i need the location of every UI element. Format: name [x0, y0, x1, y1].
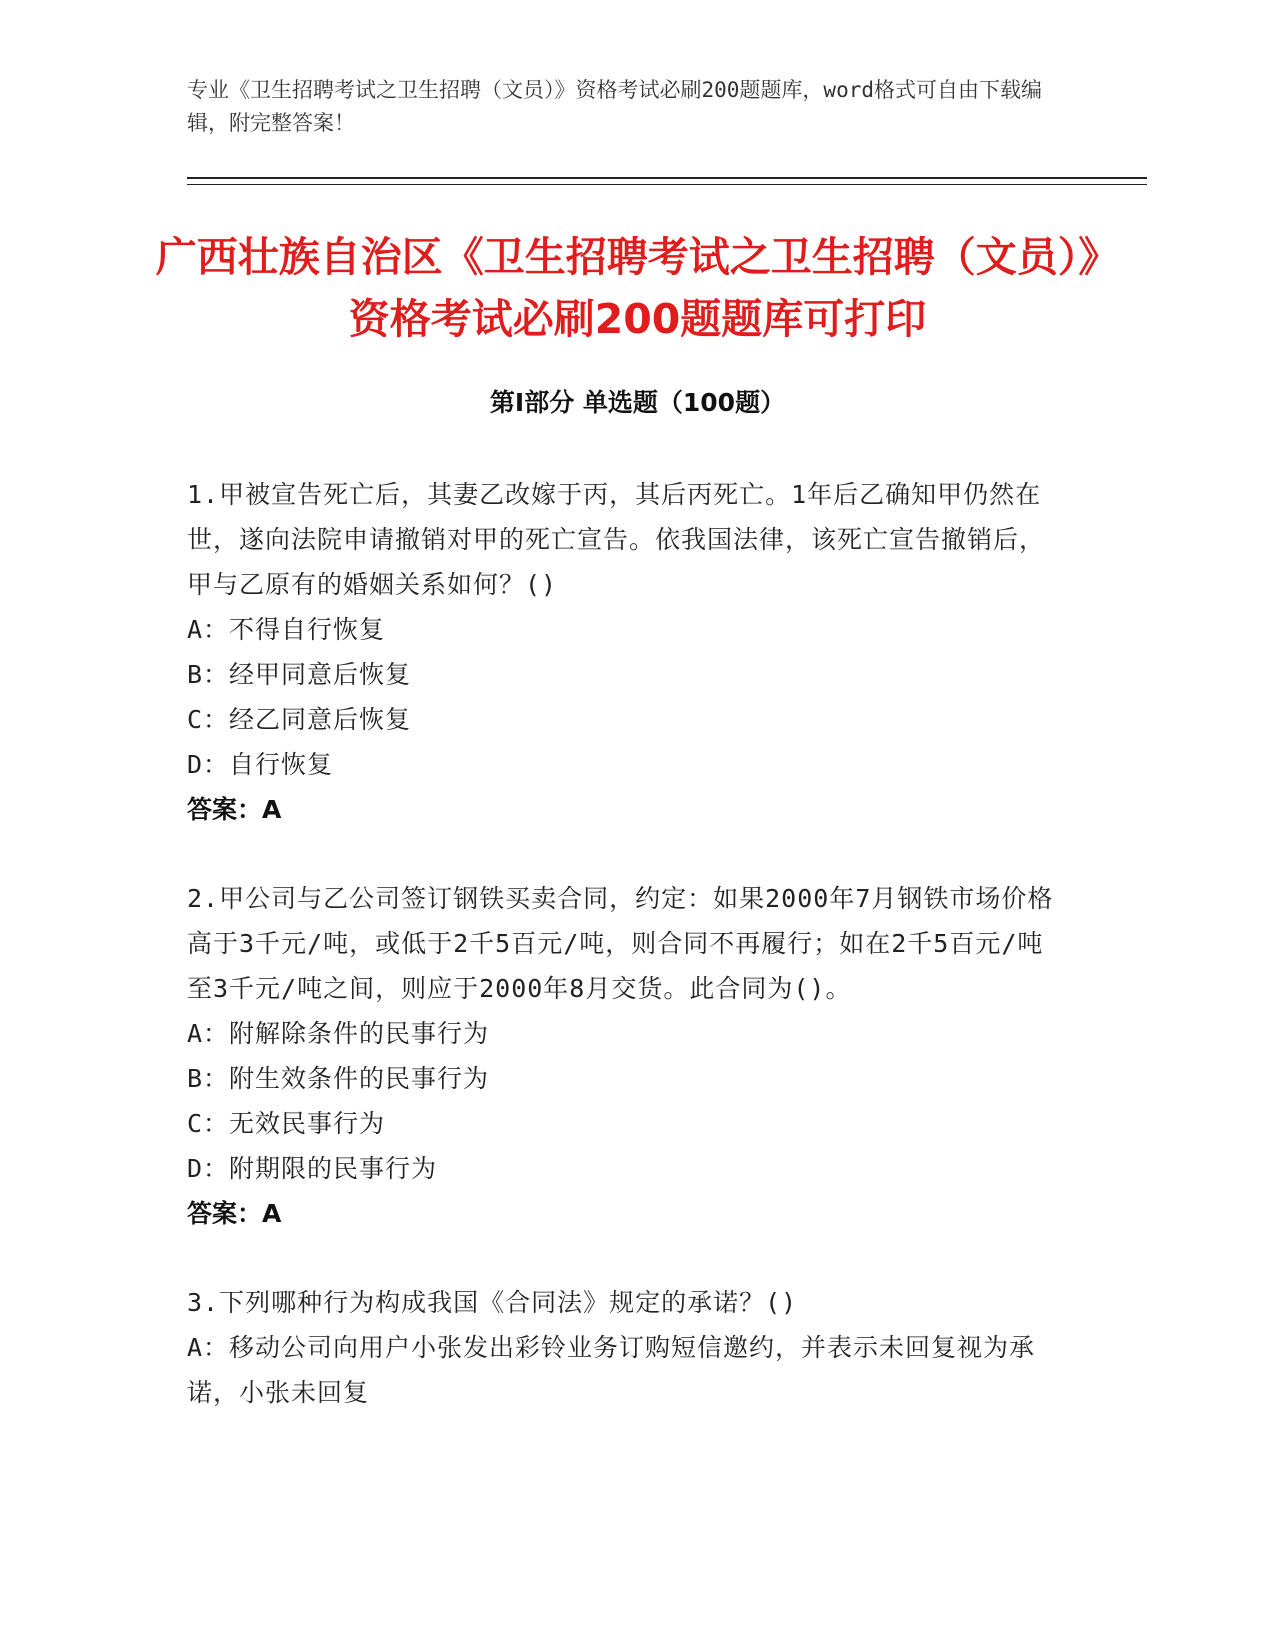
question-3	[187, 1280, 1067, 1415]
question-number: 2.	[187, 884, 220, 913]
question-stem	[187, 472, 1067, 607]
header-divider-thick	[187, 177, 1147, 179]
option-d: D：附期限的民事行为	[187, 1154, 438, 1183]
option-b: B：附生效条件的民事行为	[187, 1064, 490, 1093]
question-list	[187, 472, 1067, 1459]
option-c: C：经乙同意后恢复	[187, 705, 412, 734]
document-title: 广西壮族自治区《卫生招聘考试之卫生招聘（文员）》资格考试必刷200题题库可打印	[155, 233, 1120, 343]
question-text: 下列哪种行为构成我国《合同法》规定的承诺？()	[219, 1288, 798, 1317]
question-number: 1.	[187, 480, 220, 509]
question-stem	[187, 1280, 1067, 1325]
option-d: D：自行恢复	[187, 750, 334, 779]
header-divider-thin	[187, 184, 1147, 185]
answer: 答案：A	[187, 795, 282, 824]
option-b: B：经甲同意后恢复	[187, 660, 412, 689]
question-number: 3.	[187, 1288, 220, 1317]
option-a: A：移动公司向用户小张发出彩铃业务订购短信邀约，并表示未回复视为承诺，小张未回复	[187, 1333, 1036, 1407]
question-text: 甲公司与乙公司签订钢铁买卖合同，约定：如果2000年7月钢铁市场价格高于3千元/吨，或低于2千5百元/吨，则合同不再履行；如在2千5百元/吨至3千元/吨之间，则应于2000年8月交货。此合同为()。	[187, 884, 1054, 1003]
question-stem	[187, 876, 1067, 1011]
answer: 答案：A	[187, 1199, 282, 1228]
option-a: A：附解除条件的民事行为	[187, 1019, 490, 1048]
option-a: A：不得自行恢复	[187, 615, 386, 644]
question-text: 甲被宣告死亡后，其妻乙改嫁于丙，其后丙死亡。1年后乙确知甲仍然在世，遂向法院申请撤销对甲的死亡宣告。依我国法律，该死亡宣告撤销后，甲与乙原有的婚姻关系如何？()	[187, 480, 1046, 599]
section-heading: 第Ⅰ部分 单选题（100题）	[489, 388, 786, 417]
question-1	[187, 472, 1067, 832]
question-2	[187, 876, 1067, 1236]
option-c: C：无效民事行为	[187, 1109, 386, 1138]
header-note: 专业《卫生招聘考试之卫生招聘（文员）》资格考试必刷200题题库，word格式可自由下载编辑，附完整答案！	[187, 78, 1042, 135]
